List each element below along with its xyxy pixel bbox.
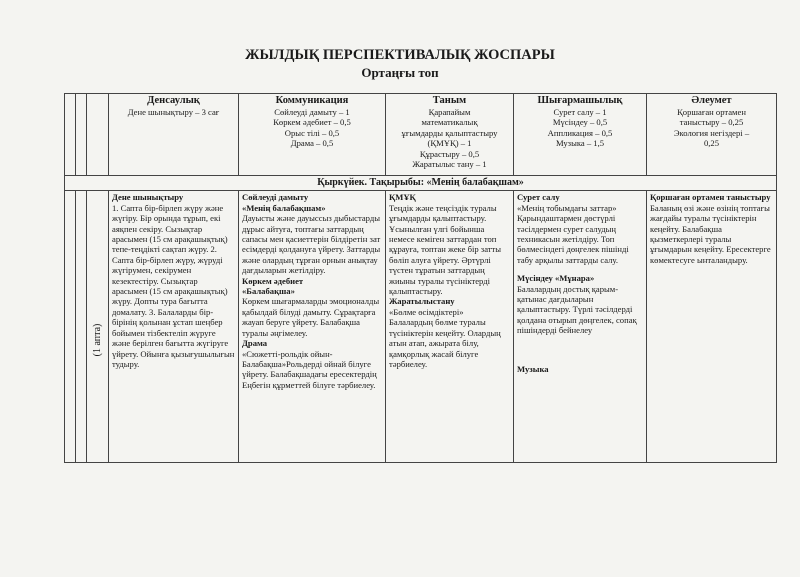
week-label: (1 апта) xyxy=(91,324,103,357)
social-heading: Қоршаған ортамен таныстыру xyxy=(650,192,771,203)
plan-table xyxy=(64,93,777,463)
music-heading: Музыка xyxy=(517,363,549,374)
literature-topic: «Балабақша» xyxy=(242,286,295,297)
math-heading: ҚМҰҚ xyxy=(389,192,416,203)
social-cell xyxy=(647,191,777,463)
health-text: 1. Сапта бір-бірлеп жүру және жүгіру. Бір орында тұрып, екі аяқпен секіру. Сызықтар арасымен (15 см арақашықтық) тепе-теңдікті сақтап жүру. 2. Сапта бір-бірлеп жүру, жүруді жүгірумен, секірумен кезектестіру. Сызықтар арасымен (15 см арақашықтық) жүру. Допты тура бағытта домалату. 3. Балаларды бір-бірінің қолынан ұстап шеңбер бойымен тізбектеліп жүруге және берілген бағытта жүгіруге үйрету. Ойынға қызығушылығын тудыру. xyxy=(112,202,235,369)
blank-cell xyxy=(76,191,87,463)
creativity-cell xyxy=(514,191,647,463)
drama-text: «Сюжетті-рольдік ойын- Балабақша»Рольдерді ойнай білуге үйрету. Балабақшадағы ересектердің Еңбегін құрметтей білуге тәрбиелеу. xyxy=(242,348,377,390)
header-creativity: Шығармашылық Сурет салу – 1 Мүсіндеу – 0,5 Аппликация – 0,5 Музыка – 1,5 xyxy=(514,94,647,176)
blank-header-cell xyxy=(87,94,109,176)
health-cell xyxy=(109,191,239,463)
social-text: Баланың өзі және өзінің топтағы жағдайы туралы түсініктерін кеңейту. Балабақша қызметкерлері туралы ұғымдарын кеңейту. Ересектерге көмектесуге ынталандыру. xyxy=(650,202,771,265)
header-row xyxy=(65,94,777,176)
header-health: Денсаулық Дене шынықтыру – 3 сағ xyxy=(109,94,239,176)
drawing-heading: Сурет салу xyxy=(517,192,560,203)
communication-cell xyxy=(239,191,386,463)
modeling-text: Балалардың достық қарым-қатынас дағдыларын қалыптастыру. Түрлі тәсілдерді қолдана отырып дөңгелек, сопақ пішіндерді бейнелеу xyxy=(517,283,637,336)
blank-cell xyxy=(65,191,76,463)
modeling-heading: Мүсіндеу «Мұнара» xyxy=(517,273,595,284)
drawing-text: «Менің тобымдағы заттар» Қарындаштармен дөстүрлі тәсілдермен сурет салудың техникасын жетілдіру. Топ бөлмесіндегі дөңгелек пішінді табу арқылы заттарды салу. xyxy=(517,202,629,265)
theme-row xyxy=(65,176,777,191)
theme-cell: Қыркүйек. Тақырыбы: «Менің балабақшам» xyxy=(65,176,777,191)
cognition-cell xyxy=(386,191,514,463)
nature-topic: «Бөлме өсімдіктері» xyxy=(389,306,464,317)
header-cognition: Таным Қарапайым математикалық ұғымдарды қалыптастыру (ҚМҰҚ) – 1 Құрастыру – 0,5 Жаратылыс тану – 1 xyxy=(386,94,514,176)
header-communication: Коммуникация Сөйлеуді дамыту – 1 Көркем әдебиет – 0,5 Орыс тілі – 0,5 Драма – 0,5 xyxy=(239,94,386,176)
drama-heading: Драма xyxy=(242,338,268,349)
page-subtitle: Ортаңғы топ xyxy=(361,65,439,80)
week-row xyxy=(65,191,777,463)
math-text: Теңдік және теңсіздік туралы ұғымдарды қалыптастыру. Ұсынылған үлгі бойынша немесе кеміген заттардан топ құрауға, топтан жеке бір затты бөліп алуға үйрету. Әртүрлі түстен тұратын заттардың жиыны туралы түсініктерді қалыптастыру. xyxy=(389,202,502,297)
literature-heading: Көркем әдебиет xyxy=(242,275,304,286)
speech-topic: «Менің балабақшам» xyxy=(242,202,326,213)
nature-text: Балалардың бөлме туралы түсініктерін кеңейту. Олардың атын атап, ажырата білу, қамқорлық жасай білуге тәрбиелеу. xyxy=(389,317,501,369)
health-heading: Дене шынықтыру xyxy=(112,192,184,203)
nature-heading: Жаратылыстану xyxy=(389,296,455,307)
blank-header-cell xyxy=(65,94,76,176)
week-cell xyxy=(87,191,109,463)
page-title: ЖЫЛДЫҚ ПЕРСПЕКТИВАЛЫҚ ЖОСПАРЫ xyxy=(245,47,555,63)
speech-heading: Сөйлеуді дамыту xyxy=(242,192,309,203)
literature-text: Көркем шығармаларды эмоционалды қабылдай білуді дамыту. Сұрақтарға жауап беруге үйрету. Балабақша туралы әңгімелеу. xyxy=(242,296,380,338)
blank-header-cell xyxy=(76,94,87,176)
speech-text: Дауысты және дауыссыз дыбыстарды дұрыс айтуға, топтағы заттардың сапасы мен қасиеттерін білдіретін зат есімдерді қолдануға үйрету. Заттарды және олардың тұрған орнын анықтау дағдыларын жетілдіру. xyxy=(242,213,381,276)
header-social: Әлеумет Қоршаған ортамен таныстыру – 0,25 Экология негіздері – 0,25 xyxy=(647,94,777,176)
